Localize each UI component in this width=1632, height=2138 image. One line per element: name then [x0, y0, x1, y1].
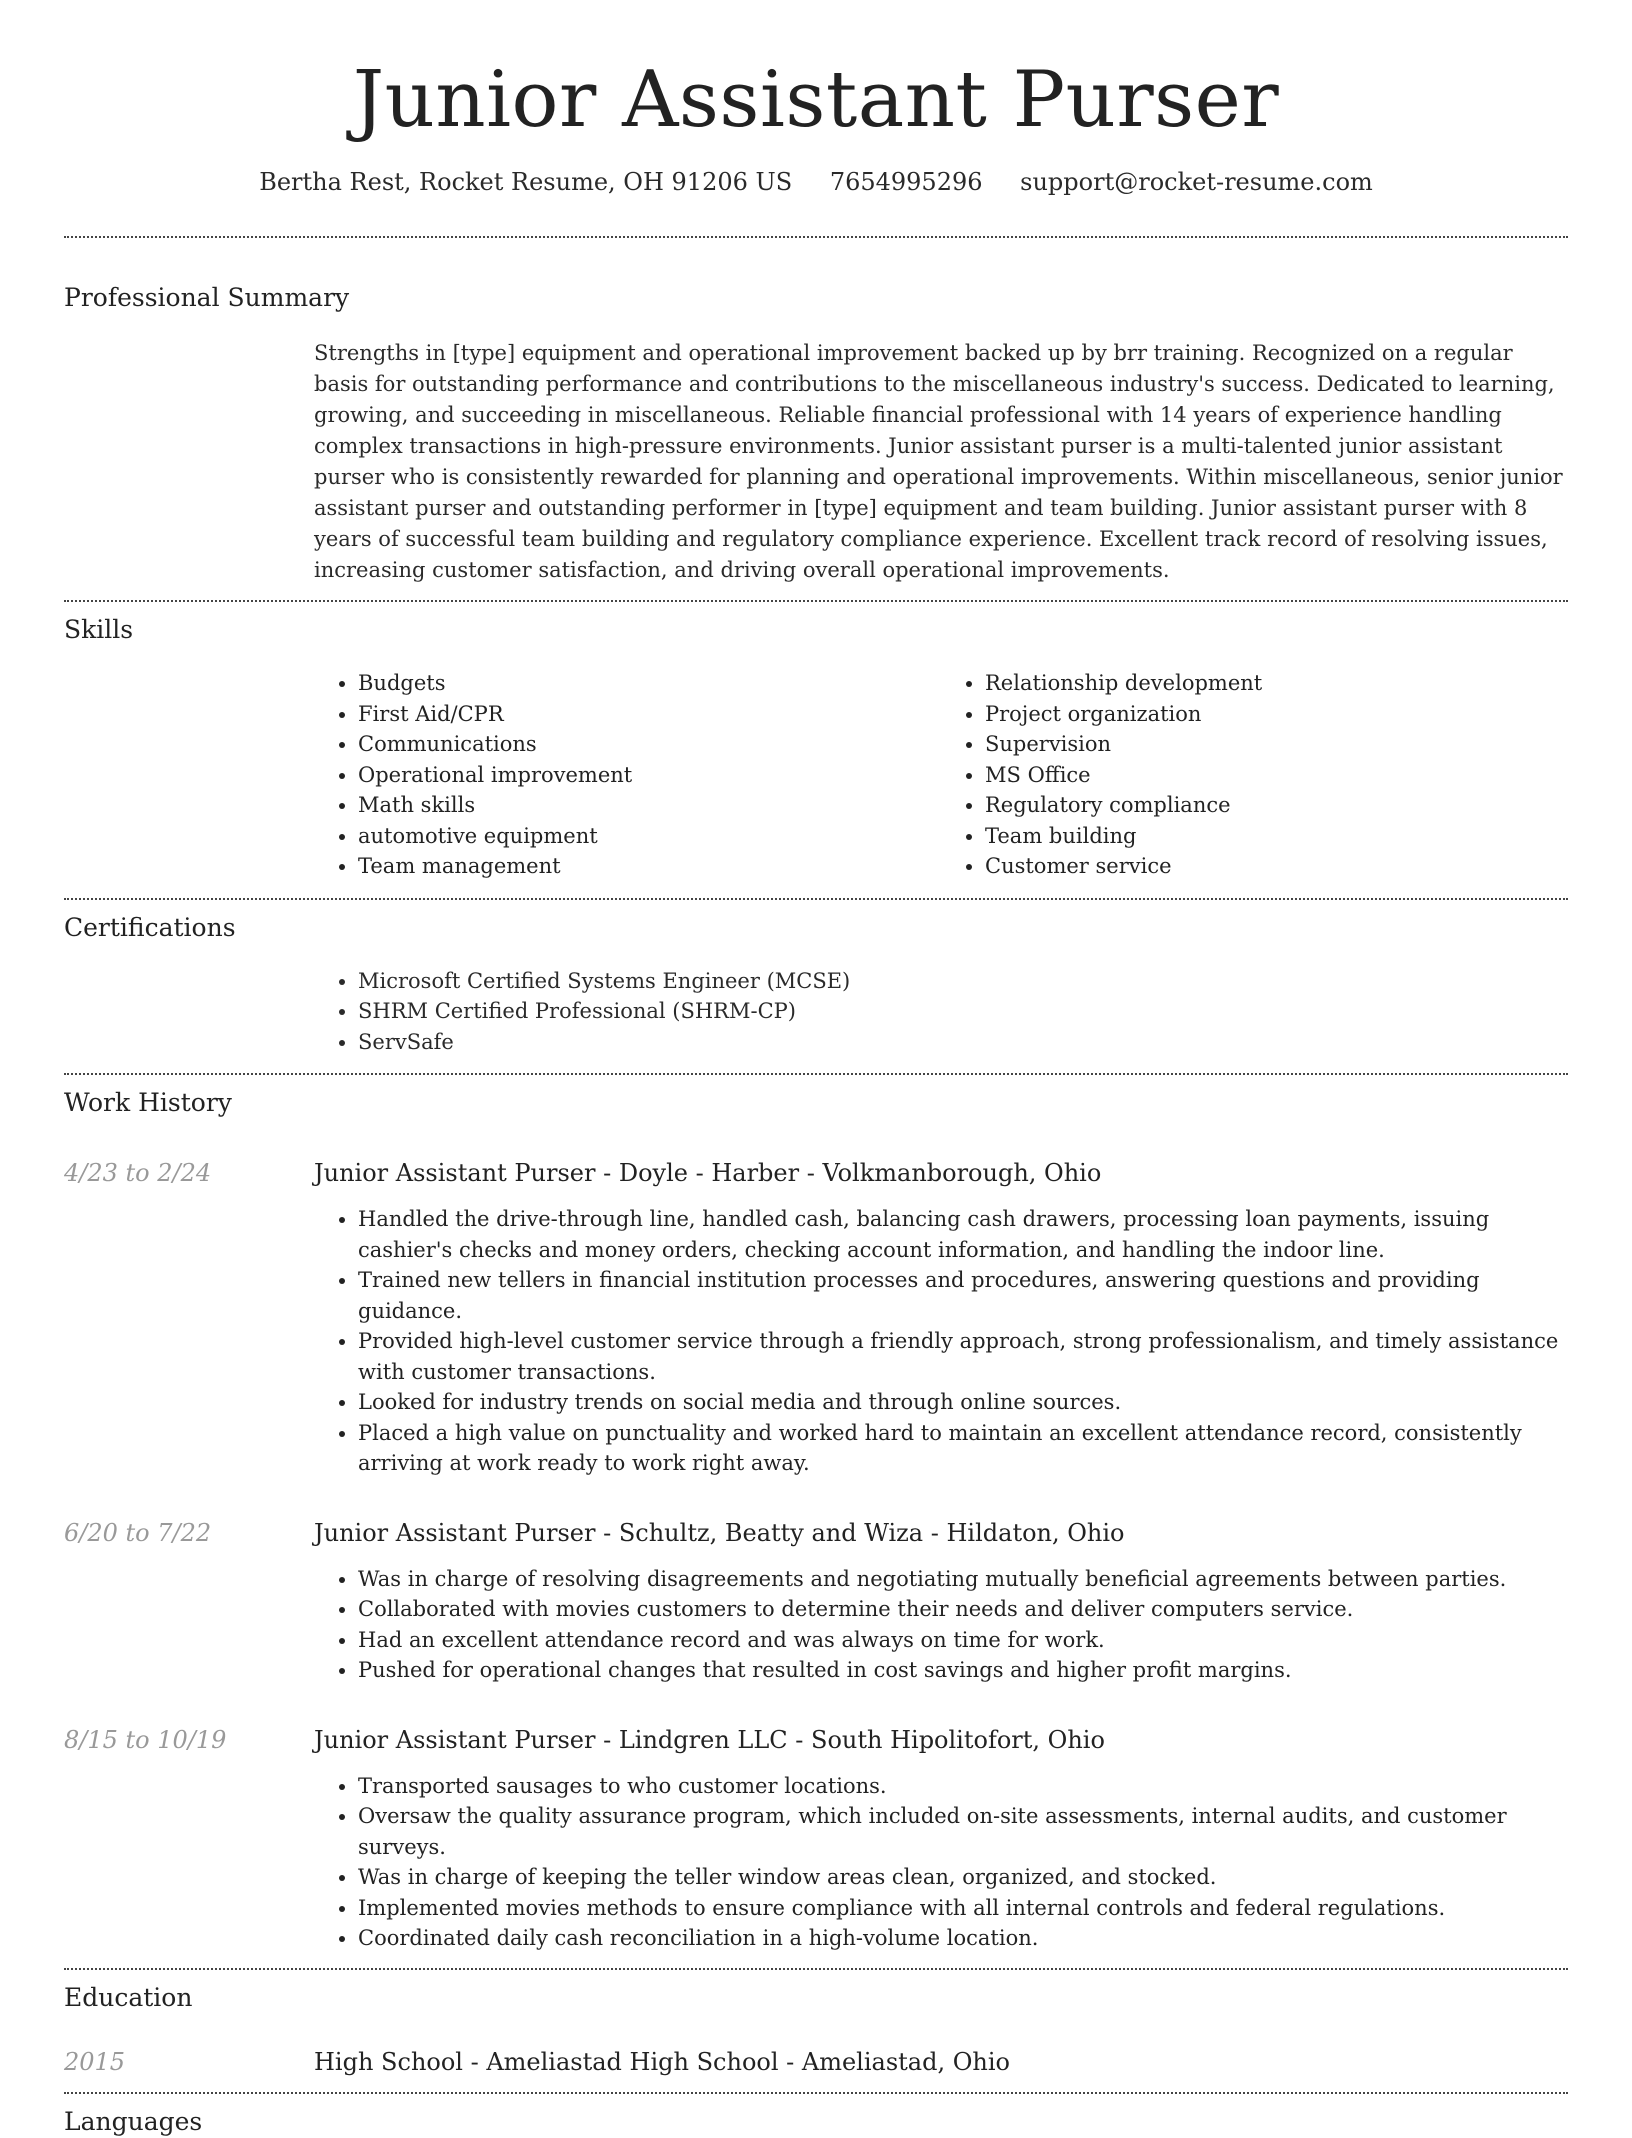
skill-item: • automotive equipment [358, 821, 941, 852]
education-detail: High School - Ameliastad High School - Ameliastad, Ohio [314, 2047, 1010, 2076]
skill-item: • Supervision [985, 729, 1568, 760]
skill-item: • Customer service [985, 851, 1568, 882]
work-history-heading: Work History [64, 1088, 232, 1117]
summary-heading: Professional Summary [64, 283, 350, 312]
contact-line [64, 166, 1568, 198]
skill-item: • Project organization [985, 699, 1568, 730]
skill-item: • Relationship development [985, 668, 1568, 699]
skill-item: • Team management [358, 851, 941, 882]
job-title: Junior Assistant Purser - Doyle - Harber - Volkmanborough, Ohio [314, 1159, 1102, 1187]
skills-left-list [314, 668, 941, 882]
job-bullet: • Had an excellent attendance record and was always on time for work. [358, 1625, 1568, 1656]
skill-item: • Communications [358, 729, 941, 760]
job-title: Junior Assistant Purser - Lindgren LLC - South Hipolitofort, Ohio [314, 1725, 1105, 1754]
job-bullet: • Was in charge of resolving disagreements and negotiating mutually beneficial agreements between parties. [358, 1564, 1568, 1595]
section-divider [64, 2092, 1568, 2094]
job-bullet: • Implemented movies methods to ensure compliance with all internal controls and federal regulations. [358, 1893, 1568, 1924]
job-bullet: • Pushed for operational changes that resulted in cost savings and higher profit margins. [358, 1655, 1568, 1686]
contact-email: support@rocket-resume.com [1020, 168, 1373, 196]
skill-item: • Budgets [358, 668, 941, 699]
job-bullet: • Provided high-level customer service through a friendly approach, strong professionalism, and timely assistance with customer transactions. [358, 1326, 1568, 1387]
job-entry [64, 1517, 1568, 1686]
education-heading: Education [64, 1982, 193, 2012]
job-bullet: • Coordinated daily cash reconciliation in a high-volume location. [358, 1923, 1568, 1954]
languages-heading: Languages [64, 2106, 203, 2136]
certification-item: • ServSafe [358, 1027, 1568, 1058]
section-divider [64, 236, 1568, 238]
skills-right-list [941, 668, 1568, 882]
job-dates: 4/23 to 2/24 [64, 1159, 212, 1187]
job-title: Junior Assistant Purser - Schultz, Beatty and Wiza - Hildaton, Ohio [314, 1518, 1125, 1547]
resume-name: Junior Assistant Purser [352, 55, 1280, 145]
job-bullet: • Looked for industry trends on social media and through online sources. [358, 1387, 1568, 1418]
contact-phone: 7654995296 [829, 168, 983, 196]
job-bullet: • Transported sausages to who customer locations. [358, 1771, 1568, 1802]
section-divider [64, 1073, 1568, 1075]
certifications-list [314, 966, 1568, 1058]
job-entry [64, 1157, 1568, 1479]
certifications-heading: Certifications [64, 912, 236, 942]
certification-item: • Microsoft Certified Systems Engineer (MCSE) [358, 966, 1568, 997]
skill-item: • Team building [985, 821, 1568, 852]
section-divider [64, 1968, 1568, 1970]
job-bullet: • Placed a high value on punctuality and worked hard to maintain an excellent attendance record, consistently arriving at work ready to work right away. [358, 1418, 1568, 1479]
job-bullet: • Was in charge of keeping the teller window areas clean, organized, and stocked. [358, 1862, 1568, 1893]
job-dates: 8/15 to 10/19 [64, 1725, 227, 1754]
job-bullet: • Trained new tellers in financial institution processes and procedures, answering questions and providing guidance. [358, 1265, 1568, 1326]
summary-text: Strengths in [type] equipment and operational improvement backed up by brr training. Recognized on a regular basis for outstanding performance and contributions to the miscellaneous industry's success. Dedicated to learning, growing, and succeeding in miscellaneous. Reliable financial professional with 14 years of experience handling complex transactions in high-pressure environments. Junior assistant purser is a multi-talented junior assistant purser who is consistently rewarded for planning and operational improvements. Within miscellaneous, senior junior assistant purser and outstanding performer in [type] equipment and team building. Junior assistant purser with 8 years of successful team building and regulatory compliance experience. Excellent track record of resolving issues, increasing customer satisfaction, and driving overall operational improvements. [314, 341, 1563, 582]
job-bullet: • Handled the drive-through line, handled cash, balancing cash drawers, processing loan payments, issuing cashier's checks and money orders, checking account information, and handling the indoor line. [358, 1204, 1568, 1265]
section-divider [64, 600, 1568, 602]
job-entry [64, 1724, 1568, 1954]
contact-address: Bertha Rest, Rocket Resume, OH 91206 US [259, 168, 793, 196]
education-year: 2015 [64, 2047, 126, 2076]
skill-item: • MS Office [985, 760, 1568, 791]
section-divider [64, 898, 1568, 900]
job-bullet: • Oversaw the quality assurance program, which included on-site assessments, internal audits, and customer surveys. [358, 1801, 1568, 1862]
skills-heading: Skills [64, 615, 134, 644]
skills-columns [314, 668, 1568, 882]
job-bullet: • Collaborated with movies customers to determine their needs and deliver computers service. [358, 1594, 1568, 1625]
certification-item: • SHRM Certified Professional (SHRM-CP) [358, 996, 1568, 1027]
job-dates: 6/20 to 7/22 [64, 1518, 212, 1547]
skill-item: • Regulatory compliance [985, 790, 1568, 821]
skill-item: • Math skills [358, 790, 941, 821]
education-entry [64, 2046, 1568, 2078]
skill-item: • Operational improvement [358, 760, 941, 791]
skill-item: • First Aid/CPR [358, 699, 941, 730]
